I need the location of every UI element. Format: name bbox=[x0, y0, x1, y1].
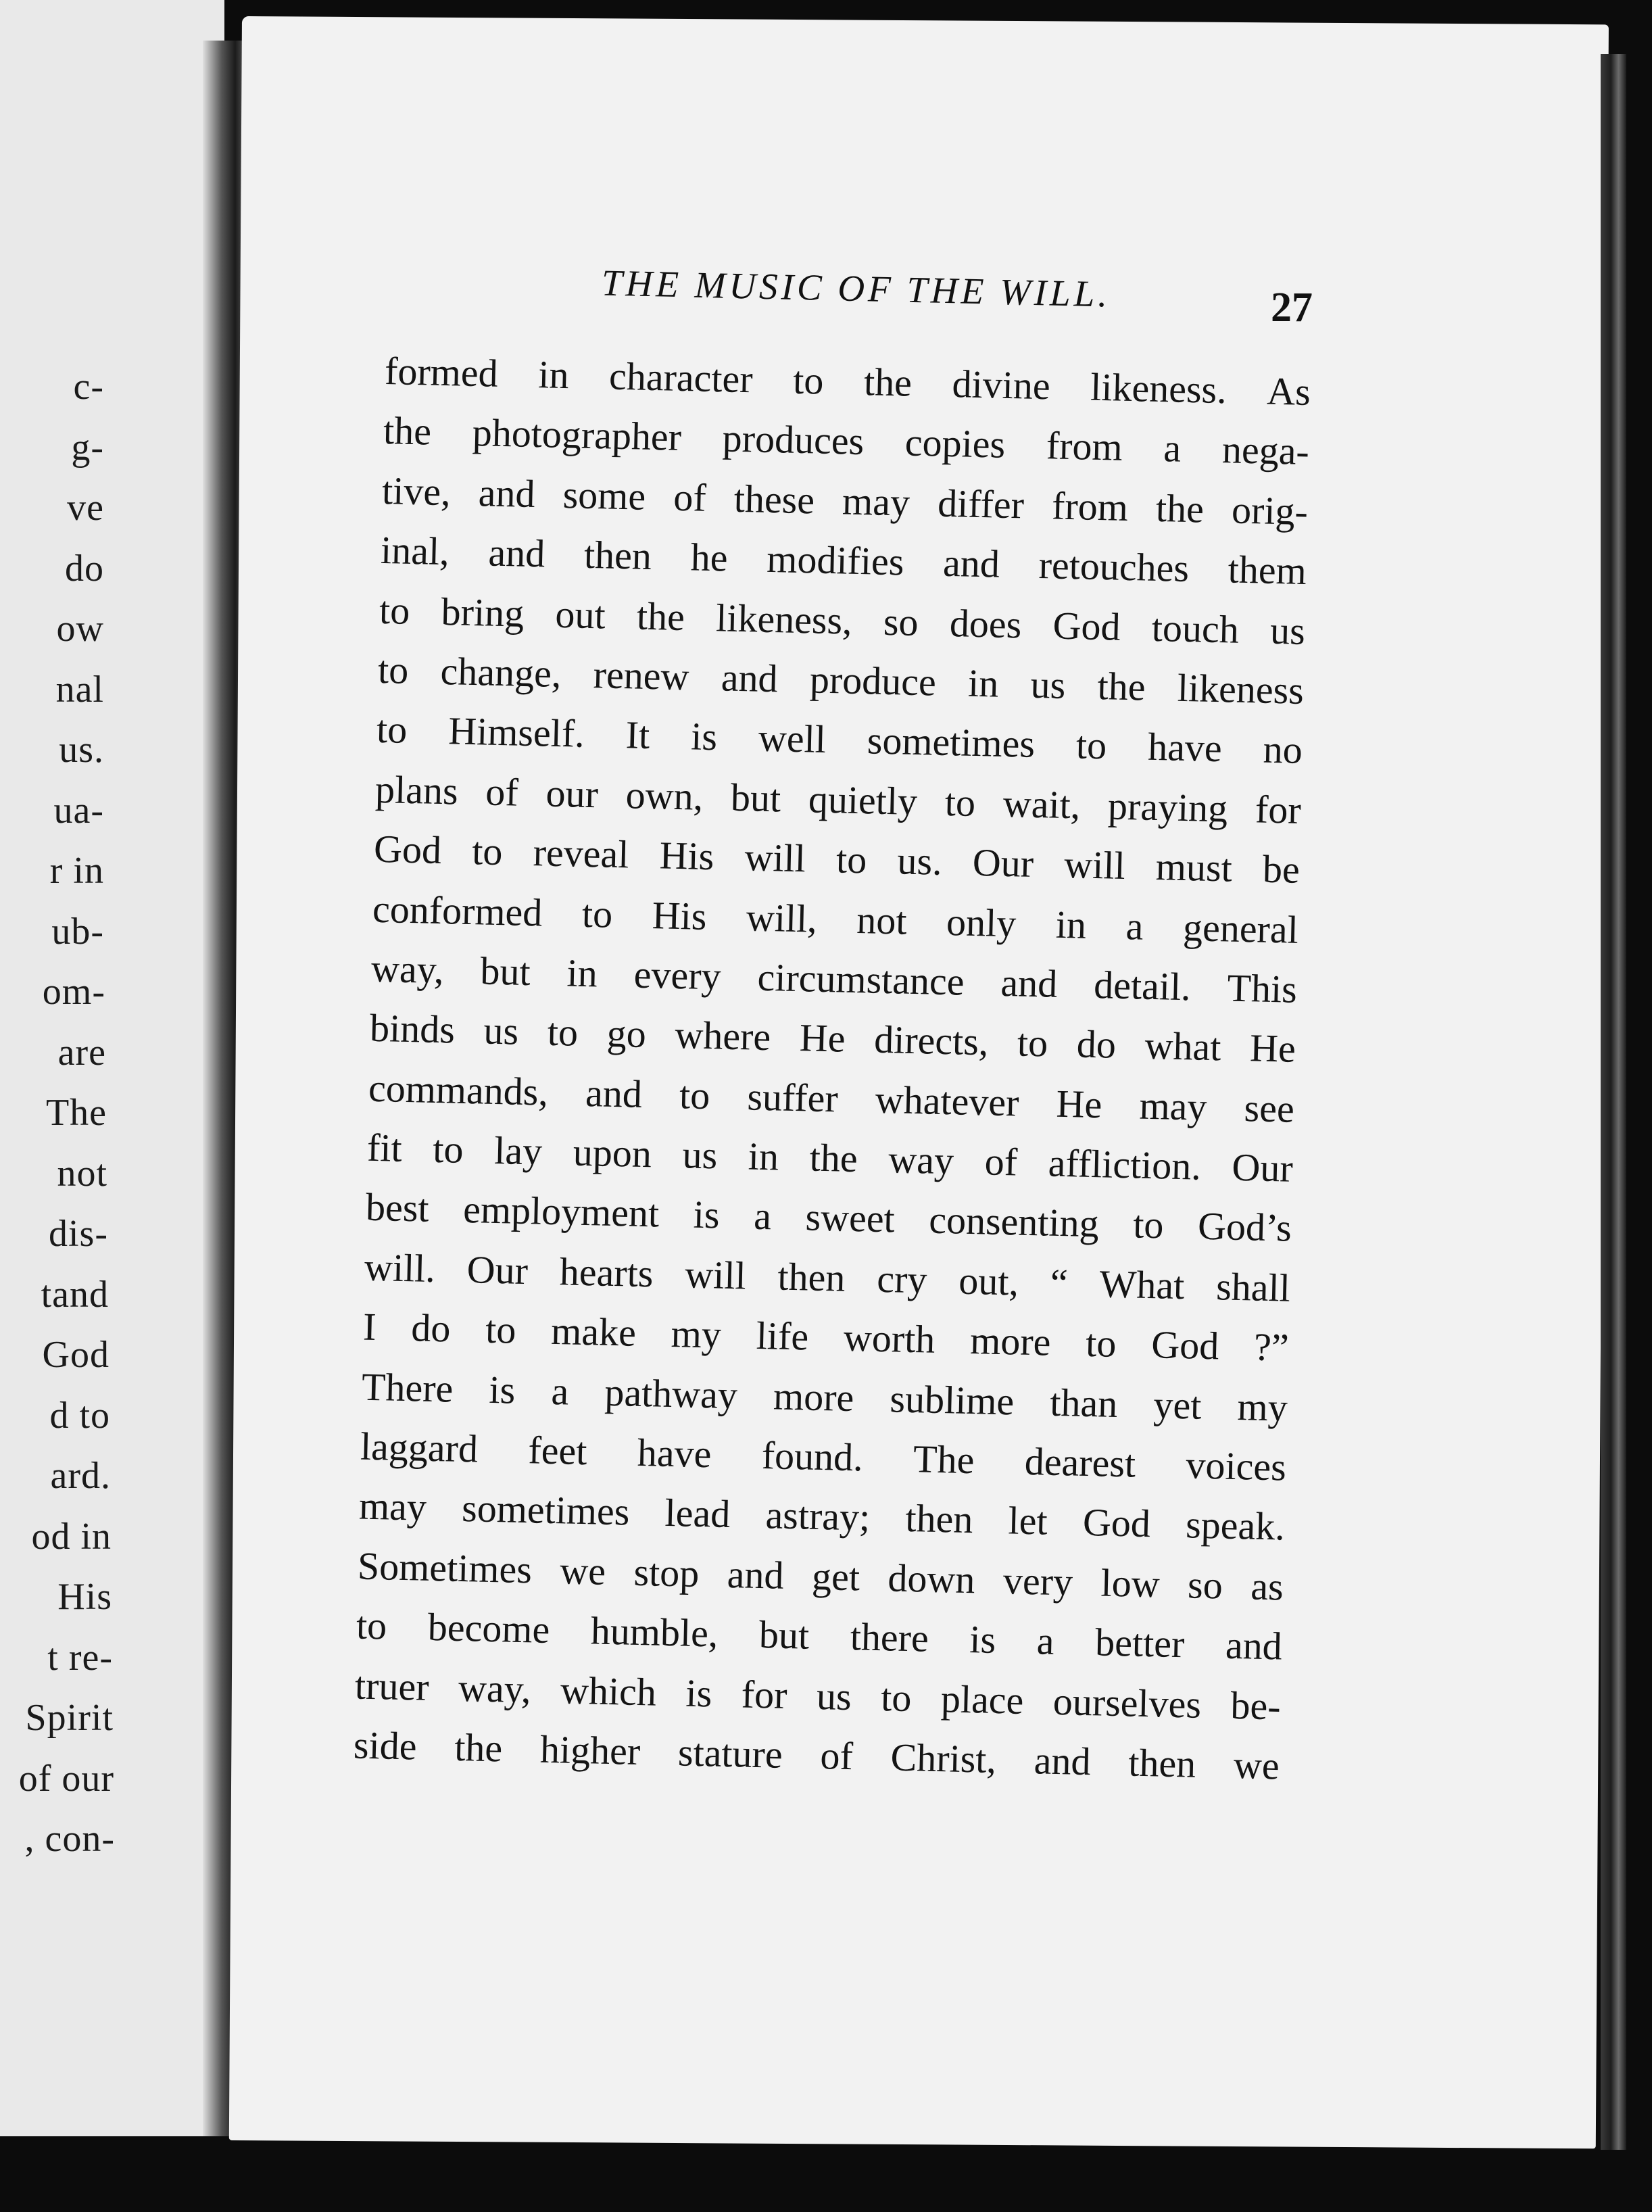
word: His bbox=[659, 833, 715, 879]
word: more bbox=[969, 1318, 1052, 1364]
word: God bbox=[1052, 603, 1121, 649]
word: a bbox=[1125, 903, 1144, 948]
word: conformed bbox=[372, 886, 543, 934]
word: sublime bbox=[889, 1376, 1015, 1424]
word: Our bbox=[972, 840, 1034, 886]
word: plans bbox=[374, 767, 459, 813]
word: my bbox=[671, 1312, 722, 1357]
left-page-fragment: ua- bbox=[53, 789, 104, 832]
left-page-fragment: ow bbox=[56, 608, 104, 650]
word: us. bbox=[896, 838, 943, 884]
word: us bbox=[1029, 662, 1067, 707]
left-page-fragment: od in bbox=[31, 1515, 112, 1558]
word: then bbox=[777, 1254, 846, 1300]
word: tive, bbox=[381, 468, 452, 514]
word: higher bbox=[539, 1727, 641, 1774]
word: he bbox=[690, 535, 729, 580]
word: side bbox=[353, 1723, 418, 1769]
word: the bbox=[383, 408, 432, 454]
word: then bbox=[1127, 1740, 1196, 1786]
word: go bbox=[606, 1011, 647, 1057]
word: do bbox=[410, 1305, 452, 1351]
word: in bbox=[566, 951, 598, 996]
word: commands, bbox=[368, 1065, 549, 1114]
word: no bbox=[1263, 727, 1303, 773]
word: As bbox=[1266, 368, 1311, 414]
word: feet bbox=[527, 1428, 588, 1474]
word: to bbox=[792, 358, 825, 403]
word: and bbox=[1034, 1738, 1092, 1784]
word: cry bbox=[876, 1256, 928, 1302]
word: in bbox=[967, 660, 1000, 706]
left-page-fragment: ve bbox=[67, 487, 104, 529]
word: What bbox=[1098, 1261, 1186, 1308]
word: for bbox=[741, 1672, 788, 1717]
word: we bbox=[559, 1548, 606, 1593]
word: Our bbox=[466, 1247, 529, 1293]
left-page-fragment: tand bbox=[41, 1273, 109, 1316]
left-page-fragment: r in bbox=[49, 850, 104, 892]
word: low bbox=[1100, 1560, 1161, 1606]
word: sometimes bbox=[867, 718, 1036, 767]
word: and bbox=[727, 1552, 785, 1597]
word: found. bbox=[761, 1433, 864, 1480]
word: of bbox=[819, 1733, 854, 1779]
page-edge bbox=[1601, 54, 1626, 2150]
word: for bbox=[1255, 787, 1302, 832]
word: wait, bbox=[1002, 781, 1081, 827]
word: so bbox=[1187, 1562, 1223, 1608]
word: down bbox=[887, 1556, 976, 1602]
left-page-fragment: not bbox=[57, 1152, 107, 1195]
word: to bbox=[944, 779, 976, 825]
word: God’s bbox=[1197, 1204, 1292, 1251]
word: will bbox=[684, 1252, 747, 1298]
word: likeness bbox=[1177, 665, 1305, 713]
word: will, bbox=[746, 894, 818, 941]
word: directs, bbox=[873, 1017, 990, 1064]
word: to bbox=[1017, 1020, 1048, 1065]
word: to bbox=[379, 587, 411, 633]
word: may bbox=[842, 479, 910, 525]
word: voices bbox=[1185, 1443, 1287, 1489]
left-page-fragment: dis- bbox=[49, 1213, 108, 1255]
word: to bbox=[679, 1072, 711, 1117]
word: the bbox=[636, 594, 685, 639]
word: ?” bbox=[1253, 1324, 1290, 1370]
word: the bbox=[1155, 485, 1205, 531]
word: to bbox=[377, 647, 410, 692]
word: His bbox=[652, 892, 708, 938]
word: orig- bbox=[1231, 487, 1309, 533]
word: to bbox=[880, 1675, 913, 1720]
word: a bbox=[1163, 426, 1182, 471]
left-page-fragment: t re- bbox=[47, 1636, 113, 1679]
word: get bbox=[811, 1554, 860, 1600]
word: affliction. bbox=[1048, 1140, 1202, 1188]
word: and bbox=[487, 530, 546, 576]
word: God bbox=[373, 826, 442, 873]
word: formed bbox=[384, 348, 499, 395]
word: will. bbox=[364, 1245, 436, 1291]
word: to bbox=[432, 1126, 464, 1172]
word: in bbox=[1055, 902, 1087, 947]
word: see bbox=[1244, 1085, 1295, 1131]
word: inal, bbox=[380, 528, 450, 574]
word: may bbox=[1138, 1083, 1208, 1129]
word: circumstance bbox=[756, 955, 965, 1004]
word: there bbox=[850, 1614, 929, 1660]
word: but bbox=[730, 775, 781, 821]
word: from bbox=[1051, 483, 1129, 529]
word: is bbox=[969, 1617, 996, 1662]
word: divine bbox=[951, 362, 1051, 408]
word: does bbox=[949, 600, 1023, 647]
left-page-fragment: , con- bbox=[24, 1818, 115, 1860]
word: as bbox=[1250, 1564, 1284, 1609]
word: copies bbox=[904, 420, 1006, 467]
word: humble, bbox=[590, 1608, 719, 1656]
word: will bbox=[744, 835, 806, 881]
left-page-fragment: Spirit bbox=[25, 1697, 114, 1739]
word: differ bbox=[937, 481, 1025, 527]
word: of bbox=[485, 769, 519, 815]
word: so bbox=[883, 599, 919, 644]
word: us bbox=[1269, 608, 1306, 653]
word: Our bbox=[1231, 1145, 1294, 1191]
word: than bbox=[1049, 1380, 1119, 1426]
left-page-fragment: om- bbox=[42, 971, 105, 1013]
word: a bbox=[550, 1368, 570, 1414]
word: way, bbox=[458, 1665, 532, 1711]
word: is bbox=[685, 1670, 712, 1716]
left-page-fragment: ub- bbox=[51, 910, 104, 953]
left-page-fragment: d to bbox=[49, 1394, 110, 1437]
word: will bbox=[1063, 842, 1126, 888]
word: become bbox=[427, 1605, 550, 1652]
word: out, bbox=[958, 1258, 1019, 1304]
word: is bbox=[690, 714, 718, 759]
word: astray; bbox=[764, 1493, 871, 1540]
word: be bbox=[1262, 846, 1301, 892]
word: have bbox=[637, 1430, 712, 1476]
left-page-fragment: ard. bbox=[50, 1455, 111, 1497]
word: very bbox=[1002, 1558, 1073, 1604]
word: more bbox=[773, 1374, 855, 1420]
word: pathway bbox=[604, 1370, 738, 1417]
word: a bbox=[1036, 1618, 1055, 1664]
word: ourselves bbox=[1052, 1679, 1202, 1727]
word: stature bbox=[677, 1730, 783, 1777]
word: nega- bbox=[1221, 427, 1310, 474]
word: It bbox=[625, 713, 650, 758]
word: we bbox=[1233, 1743, 1280, 1788]
word: and bbox=[478, 470, 536, 516]
word: well bbox=[758, 716, 827, 762]
word: but bbox=[479, 948, 531, 994]
running-head: THE MUSIC OF THE WILL. bbox=[601, 262, 1111, 315]
word: be- bbox=[1230, 1683, 1282, 1729]
word: not bbox=[856, 897, 908, 943]
word: these bbox=[733, 476, 815, 523]
word: touch bbox=[1151, 605, 1240, 652]
word: Himself. bbox=[447, 708, 585, 756]
word: change, bbox=[439, 648, 562, 696]
word: produce bbox=[809, 657, 937, 704]
word: produces bbox=[722, 416, 865, 464]
word: whatever bbox=[875, 1077, 1020, 1125]
word: every bbox=[633, 952, 722, 999]
word: and bbox=[1225, 1622, 1283, 1668]
body-text bbox=[353, 348, 1311, 1803]
word: us bbox=[483, 1008, 519, 1054]
word: do bbox=[1076, 1021, 1117, 1067]
word: sweet bbox=[804, 1195, 896, 1241]
word: shall bbox=[1215, 1264, 1291, 1310]
word: fit bbox=[366, 1125, 403, 1170]
word: have bbox=[1147, 725, 1223, 771]
word: consenting bbox=[928, 1198, 1100, 1246]
left-page-fragment: are bbox=[57, 1031, 106, 1074]
word: in bbox=[537, 352, 570, 398]
word: to bbox=[1075, 723, 1107, 768]
word: what bbox=[1144, 1024, 1222, 1069]
word: the bbox=[863, 360, 913, 405]
word: stop bbox=[633, 1549, 700, 1595]
word: may bbox=[358, 1483, 427, 1530]
word: worth bbox=[843, 1316, 936, 1362]
word: likeness. bbox=[1090, 364, 1228, 412]
word: some bbox=[562, 472, 646, 519]
word: to bbox=[835, 837, 868, 882]
word: where bbox=[674, 1013, 771, 1059]
word: detail. bbox=[1093, 962, 1192, 1009]
word: is bbox=[488, 1367, 516, 1412]
word: likeness, bbox=[715, 595, 853, 643]
word: and bbox=[942, 540, 1000, 586]
word: God bbox=[1082, 1500, 1151, 1546]
word: lay bbox=[493, 1128, 543, 1174]
word: of bbox=[673, 475, 707, 520]
word: general bbox=[1182, 905, 1299, 952]
left-page-fragment: nal bbox=[55, 668, 104, 711]
left-page-fragment: of our bbox=[18, 1757, 114, 1800]
word: There bbox=[361, 1364, 454, 1411]
word: renew bbox=[593, 652, 690, 699]
word: to bbox=[581, 891, 613, 936]
word: retouches bbox=[1038, 543, 1190, 591]
word: bring bbox=[441, 589, 525, 635]
word: a bbox=[753, 1194, 772, 1239]
word: the bbox=[809, 1135, 858, 1181]
word: to bbox=[547, 1010, 579, 1055]
word: better bbox=[1094, 1620, 1186, 1666]
word: our bbox=[545, 771, 599, 817]
word: to bbox=[356, 1603, 387, 1648]
word: then bbox=[904, 1496, 974, 1542]
word: of bbox=[984, 1139, 1018, 1184]
word: way bbox=[888, 1137, 954, 1183]
left-page-fragment: us. bbox=[59, 729, 104, 771]
word: truer bbox=[354, 1663, 430, 1709]
word: from bbox=[1046, 423, 1123, 470]
word: sometimes bbox=[461, 1486, 631, 1535]
word: laggard bbox=[360, 1424, 479, 1471]
word: them bbox=[1228, 547, 1307, 594]
left-page-fragment: God bbox=[42, 1334, 110, 1376]
word: reveal bbox=[533, 830, 630, 877]
word: which bbox=[560, 1667, 657, 1714]
word: us bbox=[816, 1673, 852, 1718]
left-page-fragment: c- bbox=[73, 366, 104, 408]
word: make bbox=[550, 1309, 637, 1355]
word: He bbox=[1056, 1081, 1103, 1127]
left-page-fragment: g- bbox=[71, 426, 104, 468]
word: hearts bbox=[559, 1249, 654, 1296]
left-page-fragment: do bbox=[65, 547, 104, 590]
word: He bbox=[1249, 1026, 1296, 1072]
word: is bbox=[693, 1193, 721, 1238]
word: Christ, bbox=[890, 1735, 997, 1782]
word: lead bbox=[664, 1491, 731, 1537]
word: This bbox=[1226, 965, 1298, 1011]
word: but bbox=[758, 1612, 810, 1658]
word: us bbox=[681, 1132, 718, 1178]
word: in bbox=[748, 1134, 779, 1179]
word: life bbox=[756, 1314, 809, 1359]
word: to bbox=[1085, 1321, 1117, 1366]
word: Sometimes bbox=[357, 1543, 533, 1592]
word: quietly bbox=[808, 777, 918, 823]
word: to bbox=[1132, 1202, 1165, 1247]
word: and bbox=[1000, 960, 1059, 1006]
word: and bbox=[585, 1070, 643, 1116]
word: employment bbox=[462, 1187, 660, 1236]
word: the bbox=[1096, 663, 1146, 709]
word: my bbox=[1236, 1384, 1288, 1430]
word: praying bbox=[1107, 784, 1228, 831]
word: yet bbox=[1152, 1382, 1202, 1428]
left-page-fragment: His bbox=[57, 1576, 112, 1618]
word: only bbox=[946, 899, 1017, 945]
left-page bbox=[0, 0, 224, 2136]
word: modifies bbox=[766, 537, 905, 584]
word: I bbox=[362, 1304, 377, 1349]
word: “ bbox=[1050, 1260, 1069, 1305]
word: photographer bbox=[472, 410, 682, 460]
word: upon bbox=[573, 1130, 652, 1176]
word: He bbox=[799, 1015, 846, 1061]
page-number: 27 bbox=[1271, 285, 1313, 331]
word: let bbox=[1007, 1498, 1048, 1544]
word: character bbox=[608, 354, 754, 402]
word: then bbox=[583, 532, 652, 579]
word: must bbox=[1155, 844, 1233, 890]
word: own, bbox=[625, 772, 704, 819]
word: to bbox=[485, 1307, 517, 1353]
left-page-fragment: The bbox=[45, 1092, 107, 1134]
word: to bbox=[376, 707, 408, 752]
word: and bbox=[721, 655, 779, 701]
word: speak. bbox=[1185, 1502, 1286, 1549]
word: dearest bbox=[1024, 1439, 1136, 1486]
word: The bbox=[913, 1437, 975, 1483]
word: place bbox=[940, 1676, 1025, 1723]
word: the bbox=[454, 1725, 503, 1771]
word: binds bbox=[369, 1006, 456, 1052]
word: out bbox=[554, 592, 606, 638]
word: best bbox=[365, 1185, 430, 1231]
word: God bbox=[1150, 1322, 1220, 1368]
word: to bbox=[471, 829, 504, 874]
word: suffer bbox=[746, 1074, 839, 1121]
word: way, bbox=[370, 946, 445, 992]
